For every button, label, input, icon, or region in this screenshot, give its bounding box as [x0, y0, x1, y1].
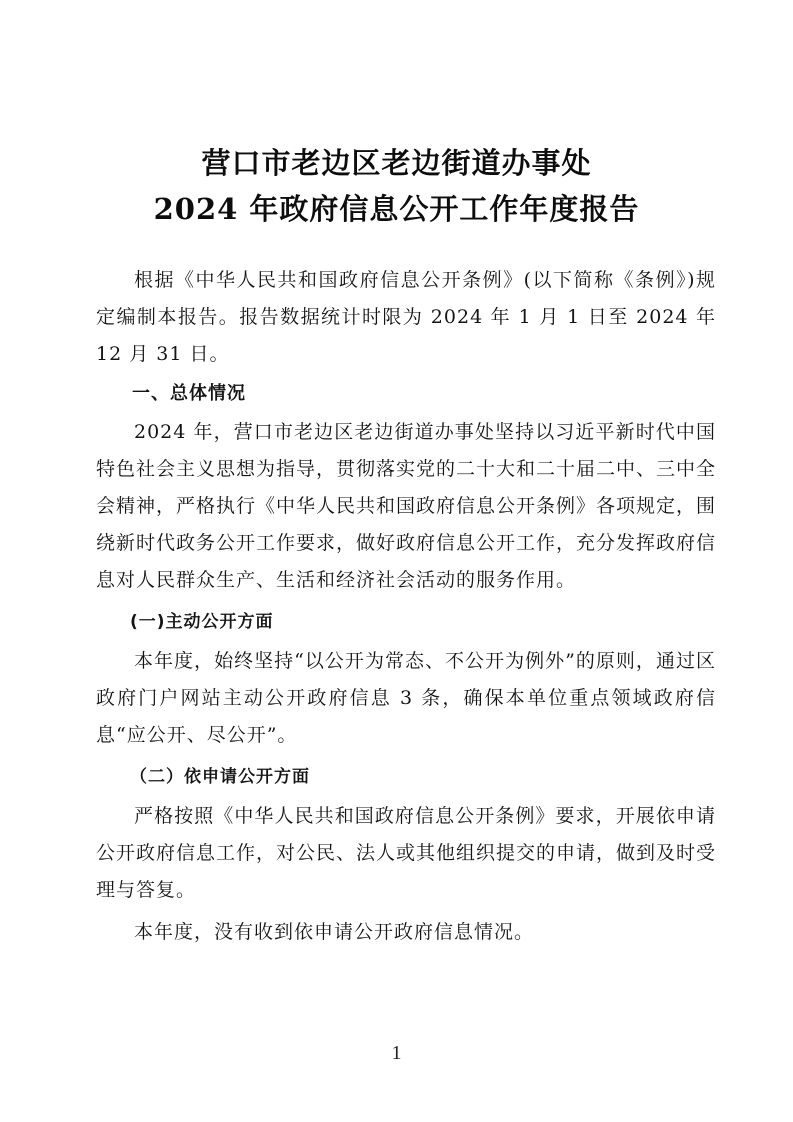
- section-1-paragraph: 2024 年，营口市老边区老边街道办事处坚持以习近平新时代中国特色社会主义思想为指导，贯彻落实党的二十大和二十届二中、三中全会精神，严格执行《中华人民共和国政府信息公开条例》各项规定，围绕新时代政务公开工作要求，做好政府信息公开工作，充分发挥政府信息对人民群众生产、生活和经济社会活动的服务作用。: [96, 421, 717, 591]
- document-title-line-2: 2024 年政府信息公开工作年度报告: [153, 192, 640, 226]
- section-1-heading: 一、总体情况: [132, 383, 246, 404]
- subsection-2-paragraph-2: 本年度，没有收到依申请公开政府信息情况。: [134, 921, 535, 943]
- subsection-2-heading: （二）依申请公开方面: [130, 767, 310, 787]
- subsection-2-paragraph-1: 严格按照《中华人民共和国政府信息公开条例》要求，开展依申请公开政府信息工作，对公民、法人或其他组织提交的申请，做到及时受理与答复。: [96, 805, 717, 901]
- subsection-1-paragraph: 本年度，始终坚持“以公开为常态、不公开为例外”的原则，通过区政府门户网站主动公开政府信息 3 条，确保本单位重点领域政府信息“应公开、尽公开”。: [96, 650, 716, 746]
- page-number: 1: [391, 1042, 402, 1064]
- subsection-1-heading: (一)主动公开方面: [130, 612, 274, 632]
- intro-paragraph: 根据《中华人民共和国政府信息公开条例》(以下简称《条例》)规定编制本报告。报告数据统计时限为 2024 年 1 月 1 日至 2024 年 12 月 31 日。: [96, 269, 716, 365]
- document-body: [96, 262, 716, 951]
- document-title-line-1: 营口市老边区老边街道办事处: [201, 146, 592, 180]
